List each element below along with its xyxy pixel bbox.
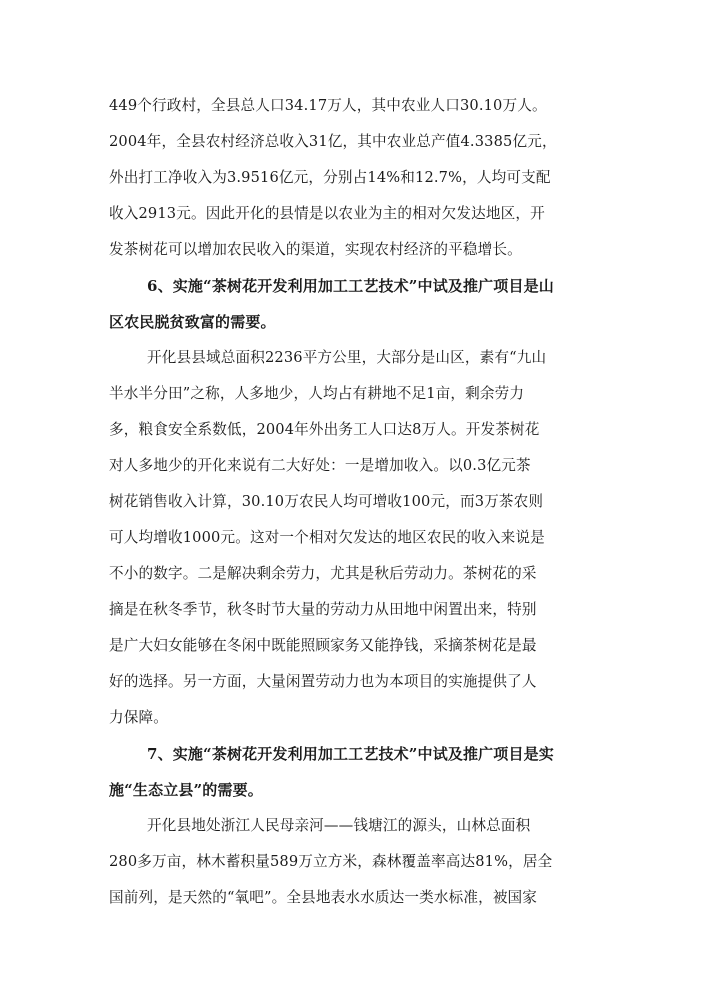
text-line: 449个行政村，全县总人口34.17万人，其中农业人口30.10万人。 — [109, 97, 547, 114]
text-line: 不小的数字。二是解决剩余劳力，尤其是秋后劳动力。茶树花的采 — [109, 565, 537, 582]
text-line: 好的选择。另一方面，大量闲置劳动力也为本项目的实施提供了人 — [109, 673, 537, 690]
section-heading-7-cont: 施“生态立县”的需要。 — [109, 781, 263, 799]
text-line: 开化县县域总面积2236平方公里，大部分是山区，素有“九山 — [147, 349, 547, 366]
text-line: 对人多地少的开化来说有二大好处：一是增加收入。以0.3亿元茶 — [109, 457, 531, 474]
text-line: 摘是在秋冬季节，秋冬时节大量的劳动力从田地中闲置出来，特别 — [109, 601, 537, 618]
text-line: 树花销售收入计算，30.10万农民人均可增收100元，而3万茶农则 — [109, 493, 544, 510]
section-heading-7: 7、实施“茶树花开发利用加工工艺技术”中试及推广项目是实 — [147, 745, 554, 763]
text-line: 是广大妇女能够在冬闲中既能照顾家务又能挣钱，采摘茶树花是最 — [109, 637, 537, 654]
text-line: 2004年，全县农村经济总收入31亿，其中农业总产值4.3385亿元， — [109, 133, 557, 150]
text-line: 收入2913元。因此开化的县情是以农业为主的相对欠发达地区，开 — [109, 205, 545, 222]
section-heading-6: 6、实施“茶树花开发利用加工工艺技术”中试及推广项目是山 — [147, 277, 554, 295]
text-line: 外出打工净收入为3.9516亿元，分别占14%和12.7%，人均可支配 — [109, 169, 551, 186]
section-heading-6-cont: 区农民脱贫致富的需要。 — [109, 313, 276, 331]
text-line: 多，粮食安全系数低，2004年外出务工人口达8万人。开发茶树花 — [109, 421, 540, 438]
text-line: 半水半分田”之称，人多地少，人均占有耕地不足1亩，剩余劳力 — [109, 385, 525, 402]
text-line: 可人均增收1000元。这对一个相对欠发达的地区农民的收入来说是 — [109, 529, 545, 546]
text-line: 开化县地处浙江人民母亲河——钱塘江的源头，山林总面积 — [147, 817, 531, 834]
text-line: 力保障。 — [109, 709, 168, 726]
text-line: 国前列，是天然的“氧吧”。全县地表水水质达一类水标准，被国家 — [109, 889, 538, 906]
text-line: 280多万亩，林木蓄积量589万立方米，森林覆盖率高达81%，居全 — [109, 853, 553, 870]
text-line: 发茶树花可以增加农民收入的渠道，实现农村经济的平稳增长。 — [109, 241, 522, 258]
